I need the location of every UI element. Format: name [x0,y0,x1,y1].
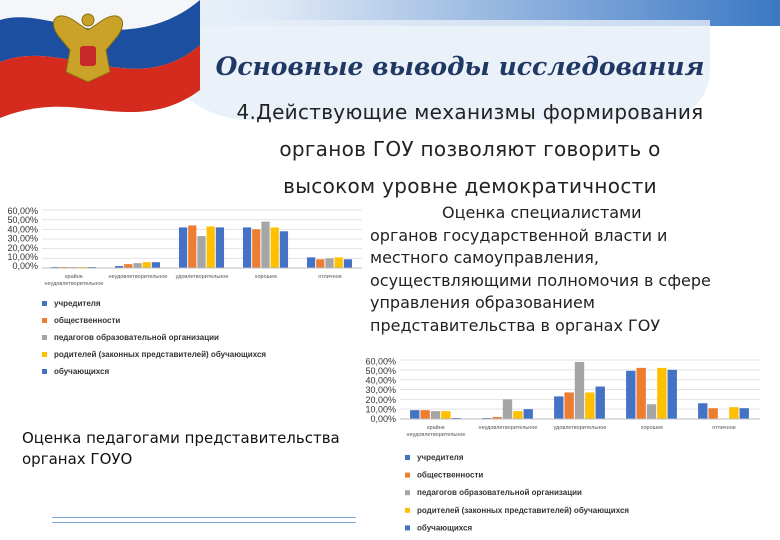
y-tick-label: 0,00% [12,261,38,272]
y-tick-label: 20,00% [7,242,38,253]
bar [197,236,205,268]
bar [431,411,440,419]
bar [585,392,594,419]
legend-swatch [405,473,410,478]
slide-title: Основные выводы исследования [215,52,705,81]
x-tick-label: хорошее [640,425,664,431]
x-tick-label: крайне неудовлетворительное [44,274,104,287]
y-tick-label: 10,00% [365,404,396,415]
legend-swatch [405,490,410,495]
bar [708,408,717,419]
bottom-divider [52,517,356,523]
caption-right [370,202,760,338]
x-tick-label: неудовлетворительное [108,274,168,280]
bar [335,257,343,268]
legend-swatch [405,525,410,530]
subtitle-line: высоком уровне демократичности [283,174,657,198]
slide-subtitle [180,94,760,205]
legend-swatch [405,508,410,513]
caption-line: управления образованием [370,293,595,313]
x-tick-label: удовлетворительное [175,274,229,280]
legend-label: обучающихся [54,367,110,376]
bar [271,227,279,268]
legend-label: педагогов образовательной организации [417,488,582,498]
bar [252,229,260,268]
y-tick-label: 60,00% [365,356,396,367]
russian-flag [0,0,200,130]
bar [143,262,151,268]
legend-label: родителей (законных представителей) обучающихся [417,505,630,515]
subtitle-line: органов ГОУ позволяют говорить о [279,137,661,161]
bar [216,227,224,268]
x-tick-label: неудовлетворительное [478,425,538,431]
caption-line: Оценка специалистами [442,203,642,222]
bar [626,371,635,419]
legend-swatch [42,369,47,374]
legend-swatch [42,335,47,340]
bar [307,257,315,268]
bar [668,370,677,419]
chart-teachers [0,202,365,382]
legend-label: общественности [417,470,484,480]
legend-swatch [42,352,47,357]
caption-left [22,428,362,470]
bar [280,231,288,268]
caption-line: представительства в органах ГОУ [370,315,661,335]
caption-line: Оценка педагогами представительства [22,429,340,447]
legend-label: общественности [54,316,121,325]
legend-swatch [42,318,47,323]
bar [503,399,512,419]
caption-line: осуществляющими полномочия в сфере [370,270,711,290]
bar [152,262,160,268]
legend-swatch [405,455,410,460]
chart-specialists [340,352,765,537]
legend-label: педагогов образовательной организации [54,333,219,342]
bar [207,226,215,268]
bar [179,227,187,268]
bar [554,396,563,419]
legend-label: родителей (законных представителей) обучающихся [54,350,267,359]
bar [524,409,533,419]
x-tick-label: хорошее [254,274,278,280]
bar [596,387,605,419]
bar [420,410,429,419]
y-tick-label: 30,00% [7,233,38,244]
caption-line: органах ГОУО [22,450,133,468]
bar [325,258,333,268]
subtitle-line: 4.Действующие механизмы формирования [236,100,704,124]
y-tick-label: 30,00% [365,385,396,396]
legend-label: учредителя [54,299,101,308]
legend-label: обучающихся [417,523,473,533]
bar [647,404,656,419]
x-tick-label: отличное [712,425,736,431]
y-tick-label: 40,00% [7,224,38,235]
y-tick-label: 10,00% [7,252,38,262]
y-tick-label: 50,00% [365,366,396,376]
x-tick-label: крайне неудовлетворительное [406,425,466,438]
bar [188,225,196,268]
bar [729,407,738,419]
bar [575,362,584,419]
legend-swatch [42,301,47,306]
bar [564,392,573,419]
bar [133,263,141,268]
y-tick-label: 20,00% [365,394,396,405]
bar [344,259,352,268]
bar [124,264,132,268]
legend-label: учредителя [417,453,464,462]
bar [513,411,522,419]
caption-line: местного самоуправления, [370,248,599,268]
bar [657,368,666,419]
caption-line: органов государственной власти и [370,225,668,245]
y-tick-label: 40,00% [365,375,396,386]
y-tick-label: 60,00% [7,206,38,216]
bar [698,403,707,419]
x-tick-label: удовлетворительное [553,425,607,431]
bar [441,411,450,419]
bar [410,410,419,419]
x-tick-label: отличное [318,274,342,280]
y-tick-label: 0,00% [370,414,396,424]
bar [316,259,324,268]
bar [636,368,645,419]
bar [261,222,269,268]
bar [740,408,749,419]
bar [243,227,251,268]
y-tick-label: 50,00% [7,215,38,226]
